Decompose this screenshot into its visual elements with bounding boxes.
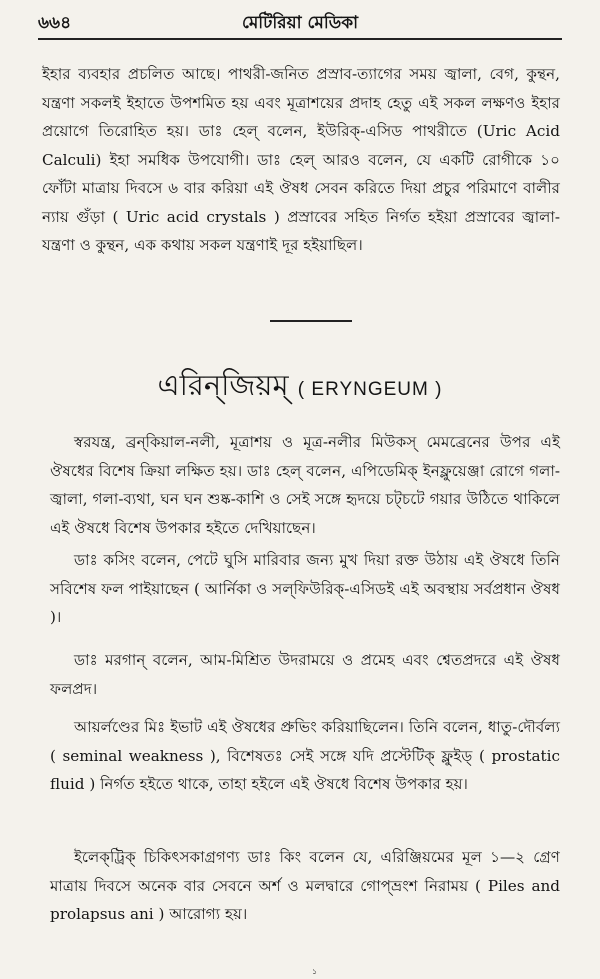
page-number: ৬৬৪	[38, 13, 72, 33]
header-rule	[38, 38, 562, 40]
running-title: মেটিরিয়া মেডিকা	[241, 13, 359, 33]
paragraph	[50, 428, 560, 542]
paragraph-text: স্বরযন্ত্র, ব্রন্‌কিয়াল-নলী, মূত্রাশয় ও মূত্র-নলীর মিউকস্ মেমব্রেনের উপর এই ঔষধের বিশেষ ক্রিয়া লক্ষিত হয়। ডাঃ হেল্ বলেন, এপিডেমিক্ ইনফ্লুয়েঞ্জা রোগে গলা-জ্বালা, গলা-ব্যথা, ঘন ঘন শুষ্ক-কাশি ও সেই সঙ্গে হৃদয়ে চট্‌চটে গয়ার উঠিতে থাকিলে এই ঔষধে বিশেষ উপকার হইতে দেখিয়াছেন।	[50, 433, 560, 537]
paragraph-continued: ইহার ব্যবহার প্রচলিত আছে। পাথরী-জনিত প্রস্রাব-ত্যাগের সময় জ্বালা, বেগ, কুন্থন, যন্ত্রণা সকলই ইহাতে উপশমিত হয় এবং মূত্রাশয়ের প্রদাহ হেতু এই সকল লক্ষণও ইহার প্রয়োগে তিরোহিত হয়। ডাঃ হেল্ বলেন, ইউরিক্-এসিড পাথরীতে (Uric Acid Calculi) ইহা সমধিক উপযোগী। ডাঃ হেল্ আরও বলেন, যে একটি রোগীকে ১০ ফোঁটা মাত্রায় দিবসে ৬ বার করিয়া এই ঔষধ সেবন করিতে দিয়া প্রচুর পরিমাণে বালীর ন্যায় গুঁড়া ( Uric acid crystals ) প্রস্রাবের সহিত নির্গত হইয়া প্রস্রাবের জ্বালা-যন্ত্রণা ও কুন্থন, এক কথায় সকল যন্ত্রণাই দূর হইয়াছিল।	[42, 65, 560, 254]
page-header	[38, 10, 562, 34]
paragraph-text: ইলেক্‌ট্রিক্ চিকিৎসকাগ্রগণ্য ডাঃ কিং বলেন যে, এরিঞ্জিয়মের মূল ১—২ গ্রেণ মাত্রায় দিবসে অনেক বার সেবনে অর্শ ও মলদ্বারে গোপ্‌ভ্রংশ নিরাময় ( Piles and prolapsus ani ) আরোগ্য হয়।	[50, 848, 560, 923]
section-title-bengali: এরিন্‌জিয়ম্	[157, 368, 289, 402]
section-title-english: ( ERYNGEUM )	[297, 379, 443, 400]
paragraph	[50, 843, 560, 929]
paragraph	[50, 646, 560, 703]
paragraph	[50, 713, 560, 799]
paragraph-text: ডাঃ কসিং বলেন, পেটে ঘুসি মারিবার জন্য মুখ দিয়া রক্ত উঠায় এই ঔষধে তিনি সবিশেষ ফল পাইয়াছেন ( আর্নিকা ও সল্‌ফিউরিক্-এসিডই এই অবস্থায় সর্বপ্রধান ঔষধ )।	[50, 551, 560, 626]
section-title	[0, 365, 600, 410]
section-separator	[270, 320, 352, 322]
paragraph	[50, 546, 560, 632]
paragraph-text: আয়র্লণ্ডের মিঃ ইভাট এই ঔষধের প্রুভিং করিয়াছিলেন। তিনি বলেন, ধাতু-দৌর্বল্য ( seminal weakness ), বিশেষতঃ সেই সঙ্গে যদি প্রস্টেটিক্ ফ্লুইড্ ( prostatic fluid ) নির্গত হইতে থাকে, তাহা হইলে এই ঔষধে বিশেষ উপকার হয়।	[50, 718, 560, 793]
paragraph-text: ডাঃ মরগান্ বলেন, আম-মিশ্রিত উদরাময়ে ও প্রমেহ এবং শ্বেতপ্রদরে এই ঔষধ ফলপ্রদ।	[50, 651, 560, 698]
footer-mark: ১	[312, 967, 318, 976]
